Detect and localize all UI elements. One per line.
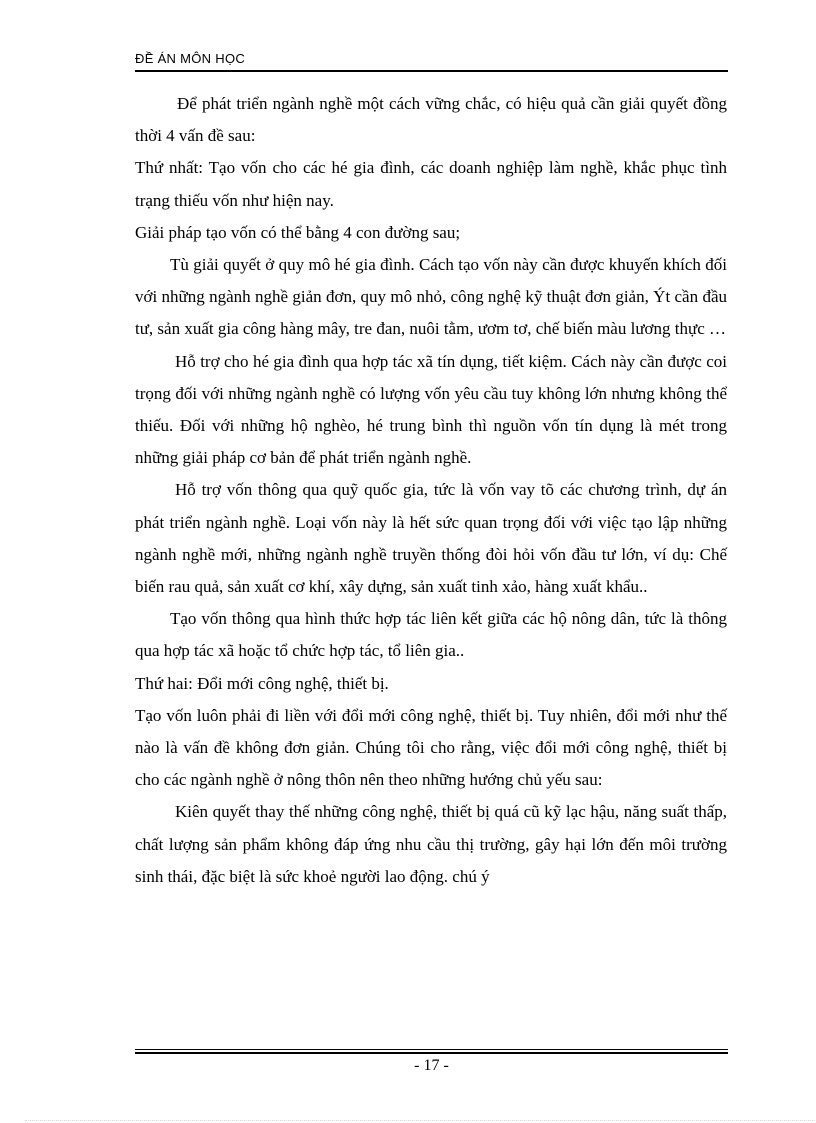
paragraph-first-point: Thứ nhất: Tạo vốn cho các hé gia đình, các doanh nghiệp làm nghề, khắc phục tình trạng thiếu vốn như hiện nay.	[135, 158, 727, 210]
paragraph-replace-equipment: Kiên quyết thay thế những công nghệ, thiết bị quá cũ kỹ lạc hậu, năng suất thấp, chất lượng sản phẩm không đáp ứng nhu cầu thị trường, gây hại lớn đến môi trường sinh thái, đặc biệt là sức khoẻ người lao động. chú ý	[135, 802, 727, 886]
paragraph-household-capital: Tù giải quyết ở quy mô hé gia đình. Cách tạo vốn này cần được khuyến khích đối với những ngành nghề giản đơn, quy mô nhỏ, công nghệ kỹ thuật đơn giản, Ýt cần đầu tư, sản xuất gia công hàng mây, tre đan, nuôi tằm, ươm tơ, chế biến màu lương thực …	[135, 255, 727, 339]
paragraph-joint-cooperation: Tạo vốn thông qua hình thức hợp tác liên kết giữa các hộ nông dân, tức là thông qua hợp tác xã hoặc tổ chức hợp tác, tổ liên gia..	[135, 609, 727, 661]
footer-rule-thin	[135, 1049, 728, 1050]
paragraph-solution-lead: Giải pháp tạo vốn có thể bằng 4 con đường sau;	[135, 222, 461, 242]
paragraph-credit-cooperative: Hỗ trợ cho hé gia đình qua hợp tác xã tín dụng, tiết kiệm. Cách này cần được coi trọng đối với những ngành nghề có lượng vốn yêu cầu tuy không lớn nhưng không thể thiếu. Đối với những hộ nghèo, hé trung bình thì nguồn vốn tín dụng là mét trong những giải pháp cơ bản để phát triển ngành nghề.	[135, 351, 727, 468]
paragraph-intro: Để phát triển ngành nghề một cách vững chắc, có hiệu quả cần giải quyết đồng thời 4 vấn đề sau:	[135, 94, 727, 146]
paragraph-second-point: Thứ hai: Đổi mới công nghệ, thiết bị.	[135, 673, 389, 693]
header-rule	[135, 70, 728, 72]
page-edge-line	[25, 1120, 815, 1121]
document-body	[135, 88, 727, 893]
running-header: ĐỀ ÁN MÔN HỌC	[135, 51, 246, 66]
footer-rule-thick	[135, 1052, 728, 1054]
page-number: - 17 -	[414, 1057, 449, 1074]
paragraph-national-fund: Hỗ trợ vốn thông qua quỹ quốc gia, tức là vốn vay tõ các chương trình, dự án phát triển ngành nghề. Loại vốn này là hết sức quan trọng đối với việc tạo lập những ngành nghề mới, những ngành nghề truyền thống đòi hỏi vốn đầu tư lớn, ví dụ: Chế biến rau quả, sản xuất cơ khí, xây dựng, sản xuất tinh xảo, hàng xuất khẩu..	[135, 480, 727, 597]
paragraph-technology-renewal: Tạo vốn luôn phải đi liền với đổi mới công nghệ, thiết bị. Tuy nhiên, đổi mới như thế nào là vấn đề không đơn giản. Chúng tôi cho rằng, việc đổi mới công nghệ, thiết bị cho các ngành nghề ở nông thôn nên theo những hướng chủ yếu sau:	[135, 705, 727, 790]
